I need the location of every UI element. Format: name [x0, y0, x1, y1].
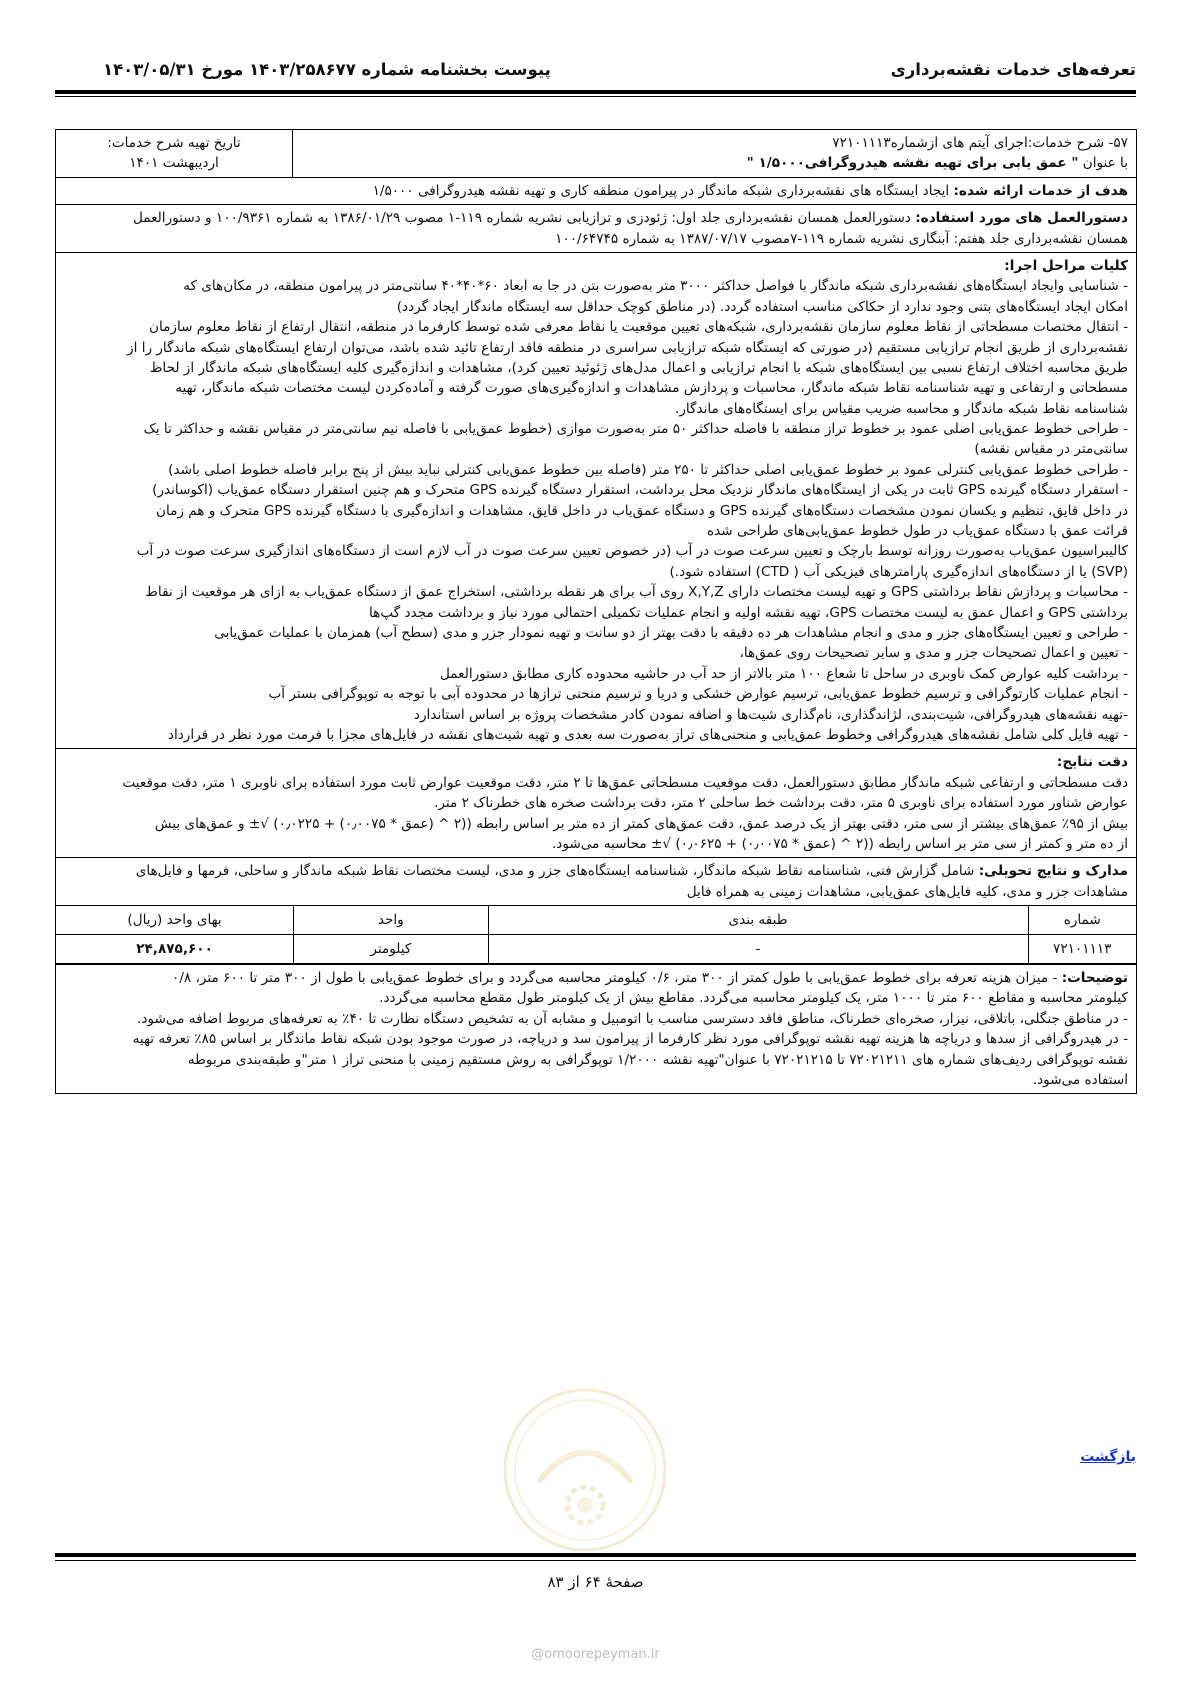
steps-line: طریق محاسبه اختلاف ارتفاع نسبی بین ایستگاه‌های شبکه با انجام ترازیابی و اعمال مدل‌های ژئوئید تعیین کرد)، مشاهدات و اندازه‌گیری کلیه ایستگاه‌های شبکه ماندگار از لحاظ: [149, 359, 1128, 376]
table-header-cell: شماره: [1028, 906, 1136, 935]
instructions-line: همسان نقشه‌برداری جلد هفتم: آبنگاری نشریه شماره ۱۱۹-۷مصوب ۱۳۸۷/۰۷/۱۷ به شماره ۱۰۰/۶۴۷۴۵: [555, 230, 1128, 247]
steps-line: - طراحی خطوط عمق‌یابی کنترلی عمود بر خطوط عمق‌یابی اصلی حداکثر تا ۲۵۰ متر (فاصله بین خطوط عمق‌یابی کنترلی نباید بیش از پنج برابر فاصله خطوط اصلی باشد): [168, 461, 1128, 478]
notes-line: - در مناطق جنگلی، باتلاقی، نیزار، صخره‌ای خطرناک، مناطق فاقد دسترسی مناسب با اتومبیل و مشابه آن به تشخیص دستگاه نظارت تا ۴۰٪ به تعرفه‌های مربوط اضافه می‌شود.: [137, 1010, 1128, 1027]
notes-line: - میزان هزینه تعرفه برای خطوط عمق‌یابی با طول کمتر از ۳۰۰ متر، ۰/۶ کیلومتر محاسبه می‌گردد و برای خطوط عمق‌یابی با طول از ۳۰۰ متر تا ۶۰۰ متر، ۰/۸: [172, 970, 1062, 987]
steps-line: - استقرار دستگاه گیرنده GPS ثابت در یکی از ایستگاه‌های ماندگار نزدیک محل برداشت، استقرار دستگاه گیرنده GPS متحرک و هم چنین استقرار دستگاه عمق‌یاب (اکوساندر): [152, 482, 1128, 499]
page-number: صفحهٔ ۶۴ از ۸۳: [547, 1573, 644, 1591]
steps-label: کلیات مراحل اجرا:: [1004, 257, 1128, 274]
date-label: تاریخ تهیه شرح خدمات:: [107, 135, 241, 151]
steps-line: - انجام عملیات کارتوگرافی و ترسیم خطوط عمق‌یابی، ترسیم عوارض خشکی و دریا و ترسیم منحنی ترازها در محدوده آبی با توجه به توپوگرافی بستر آب: [268, 686, 1128, 703]
steps-line: - انتقال مختصات مسطحاتی از نقاط معلوم سازمان نقشه‌برداری، شبکه‌های تعیین موقعیت یا نقاط معرفی شده توسط کارفرما در منطقه، انتقال ارتفاع از نقاط معلوم سازمان: [148, 319, 1128, 336]
page-header: [55, 52, 1136, 90]
accuracy-line: بیش از ۹۵٪ عمق‌های بیشتر از سی متر، دقتی بهتر از یک درصد عمق، دقت عمق‌های کمتر از ده متر بر اساس رابطه ((۲ ^ (عمق * ۰٫۰۰۷۵) + ۰٫۰۲۲۵) √± و عمق‌های بیش: [154, 815, 1128, 832]
table-row: [56, 935, 1136, 964]
accuracy-line: از ده متر و کمتر از سی متر بر اساس رابطه ((۲ ^ (عمق * ۰٫۰۰۷۵) + ۰٫۰۶۲۵) √± محاسبه می‌شود.: [551, 835, 1128, 852]
steps-line: برداشتی GPS و اعمال عمق به لیست مختصات GPS، تهیه نقشه اولیه و انجام عملیات تکمیلی احتمالی مورد نیاز و برداشت مجدد گپ‌ها: [369, 604, 1128, 621]
notes-label: توضیحات:: [1061, 970, 1128, 987]
goal-label: هدف از خدمات ارائه شده:: [953, 182, 1128, 199]
table-header-cell: واحد: [294, 906, 488, 935]
price-table: [56, 906, 1136, 964]
table-cell-unit: کیلومتر: [294, 935, 488, 964]
service-description: [292, 130, 1136, 177]
accuracy-line: دقت مسطحاتی و ارتفاعی شبکه ماندگار مطابق دستورالعمل، دقت موقعیت مسطحاتی عمق‌ها تا ۲ متر، دقت موقعیت عوارض ثابت مورد استفاده برای ناوبری ۱ متر، دقت موقعیت: [122, 774, 1128, 791]
notes-section: [56, 965, 1136, 1093]
accuracy-label: دقت نتایج:: [1056, 754, 1128, 771]
table-header-cell: طبقه بندی: [488, 906, 1028, 935]
notes-line: نقشه توپوگرافی ردیف‌های شماره های ۷۲۰۲۱۲۱۱ تا ۷۲۰۲۱۲۱۵ با عنوان"تهیه نقشه ۱/۲۰۰۰ توپوگرافی به روش مستقیم زمینی با منحنی تراز ۱ متر"و طبقه‌بندی مربوطه: [187, 1051, 1128, 1068]
deliverables-text: شامل گزارش فنی، شناسنامه نقاط شبکه ماندگار، شناسنامه ایستگاه‌های جزر و مدی، لیست مختصات نقاط شبکه ماندگار و ساحلی، فرمها و فایل‌های: [135, 863, 979, 880]
service-item-range: ۵۷- شرح خدمات:اجرای آیتم های ازشماره۷۲۱۰۱۱۱۳: [832, 135, 1128, 151]
back-link[interactable]: بازگشت: [1080, 1449, 1136, 1465]
table-header-row: [56, 906, 1136, 935]
table-cell-price: ۲۴,۸۷۵,۶۰۰: [56, 935, 294, 964]
instructions-label: دستورالعمل های مورد استفاده:: [915, 210, 1128, 227]
steps-line: - طراحی خطوط عمق‌یابی اصلی عمود بر خطوط تراز منطقه با فاصله حداکثر ۵۰ متر به‌صورت موازی (خطوط عمق‌یابی با فاصله نیم سانتی‌متر در مقیاس نقشه و حداکثر تا یک: [143, 421, 1128, 438]
notes-line: - در هیدروگرافی از سدها و دریاچه ها هزینه تهیه نقشه توپوگرافی مورد نظر کارفرما از پیرامون سد و دریاچه، در صورت موجود بودن شبکه نقاط ماندگار بر اساس ۸۵٪ تعرفه تهیه: [132, 1031, 1128, 1048]
omoorepeyman-seal-watermark: [500, 1385, 670, 1555]
instructions-section: [56, 205, 1136, 253]
accuracy-line: عوارض شناور مورد استفاده برای ناوبری ۵ متر، دقت برداشت خط ساحلی ۲ متر، دقت برداشت صخره های خطرناک ۲ متر.: [434, 795, 1128, 812]
deliverables-label: مدارک و نتایج تحویلی:: [978, 863, 1128, 880]
footer-rule-thick: [55, 1553, 1136, 1557]
table-header-cell: بهای واحد (ریال): [56, 906, 294, 935]
header-rule-thin: [55, 96, 1136, 97]
service-sheet: [55, 129, 1137, 1094]
steps-line: شناسنامه نقاط شبکه ماندگار و محاسبه ضریب مقیاس برای ایستگاه‌های ماندگار.: [675, 400, 1128, 417]
header-title: تعرفه‌های خدمات نقشه‌برداری: [890, 60, 1136, 79]
steps-line: نقشه‌برداری از طریق انجام ترازیابی مستقیم (در صورتی که ایستگاه شبکه ترازیابی سراسری در منطقه فاقد ارتفاع تائید شده باشد، می‌توان ارتفاع ایستگاه‌های شبکه ماندگار را از: [127, 339, 1128, 356]
steps-section: [56, 253, 1136, 749]
steps-line: کالیبراسیون عمق‌یاب به‌صورت روزانه توسط بارچک و تعیین سرعت صوت در آب (در خصوص تعیین سرعت صوت در آب لازم است از دستگاه‌های اندازگیری سرعت صوت در آب: [136, 543, 1128, 560]
watermark-site: @omoorepeyman.ir: [531, 1647, 660, 1662]
goal-text: ایجاد ایستگاه های نقشه‌برداری شبکه ماندگار در پیرامون منطقه کاری و تهیه نقشه هیدروگرافی ۱/۵۰۰۰: [372, 182, 954, 199]
price-table-wrap: [56, 906, 1136, 965]
steps-line: (SVP) یا از دستگاه‌های اندازه‌گیری پارامترهای فیزیکی آب ( CTD) استفاده شود.): [669, 563, 1128, 580]
service-title: با عنوان " عمق یابی برای تهیه نقشه هیدروگرافی۱/۵۰۰۰ ": [746, 155, 1128, 172]
header-circular-ref: پیوست بخشنامه شماره ۱۴۰۳/۲۵۸۶۷۷ مورخ ۱۴۰۳/۰۵/۳۱: [103, 60, 551, 79]
goal-section: [56, 178, 1136, 205]
steps-line: - برداشت کلیه عوارض کمک ناوبری در ساحل تا شعاع ۱۰۰ متر بالاتر از حد آب در حاشیه محدوده کاری مطابق دستورالعمل: [439, 665, 1128, 682]
steps-line: - تهیه فایل کلی شامل نقشه‌های هیدروگرافی وخطوط عمق‌یابی و منحنی‌های تراز به‌صورت سه بعدی و تهیه شیت‌های نقشه در فایل‌های مجزا با فرمت مورد نظر در قرارداد: [167, 726, 1128, 743]
steps-line: سانتی‌متر در مقیاس نقشه): [974, 441, 1128, 458]
steps-line: - طراحی و تعیین ایستگاه‌های جزر و مدی و انجام مشاهدات هر ده دقیقه با دقت بهتر از دو سانت و تهیه نمودار جزر و مدی (سطح آب) همزمان با عملیات عمق‌یابی: [214, 624, 1128, 641]
steps-line: در داخل قایق، تنظیم و یکسان نمودن مشخصات دستگاه‌های گیرنده GPS و دستگاه عمق‌یاب در داخل قایق، مشاهدات و اندازه‌گیری با دستگاه گیرنده GPS متحرک و هم زمان: [155, 502, 1128, 519]
header-rule-thick: [55, 90, 1136, 94]
table-cell-code: ۷۲۱۰۱۱۱۳: [1028, 935, 1136, 964]
steps-line: مسطحاتی و ارتفاعی و تهیه شناسنامه نقاط شبکه ماندگار، محاسبات و پردازش مشاهدات و اندازه‌گیری‌های صورت گرفته و آماده‌کردن لیست مختصات شبکه ماندگار، تهیه: [175, 380, 1128, 397]
service-date-cell: [56, 130, 292, 177]
steps-line: - شناسایی وایجاد ایستگاه‌های نقشه‌برداری شبکه ماندگار با فواصل حداکثر ۳۰۰۰ متر به‌صورت بتن در جا به ابعاد ۶۰*۴۰*۴۰ سانتی‌متر در پیرامون منطقه، در مکان‌های که: [183, 278, 1128, 295]
instructions-line: دستورالعمل همسان نقشه‌برداری جلد اول: ژئودزی و ترازیابی نشریه شماره ۱۱۹-۱ مصوب ۱۳۸۶/۰۱/۲۹ به شماره ۱۰۰/۹۳۶۱ و دستورالعمل: [132, 210, 916, 227]
deliverables-text: مشاهدات جزر و مدی، کلیه فایل‌های عمق‌یابی، مشاهدات زمینی به همراه فایل: [686, 883, 1128, 900]
notes-line: کیلومتر محاسبه و مقاطع ۶۰۰ متر تا ۱۰۰۰ متر، یک کیلومتر محاسبه می‌گردد. مقاطع بیش از یک کیلومتر طول مقطع محاسبه می‌گردد.: [379, 990, 1128, 1007]
footer-rule-thin: [55, 1560, 1136, 1561]
accuracy-section: [56, 749, 1136, 858]
steps-line: -تهیه نقشه‌های هیدروگرافی، شیت‌بندی، لژاندگذاری، نام‌گذاری شیت‌ها و اضافه نمودن کادر مشخصات پروژه بر اساس استاندارد: [413, 706, 1128, 723]
service-title-bold: " عمق یابی برای تهیه نقشه هیدروگرافی۱/۵۰۰۰ ": [746, 155, 1079, 172]
table-cell-class: -: [488, 935, 1028, 964]
steps-line: امکان ایجاد ایستگاه‌های بتنی وجود ندارد از حکاکی مناسب استفاده گردد. (در مناطق کوچک حداقل سه ایستگاه ماندگار ایجاد گردد): [396, 298, 1128, 315]
steps-line: - تعیین و اعمال تصحیحات جزر و مدی و سایر تصحیحات روی عمق‌ها،: [739, 645, 1128, 662]
notes-line: استفاده می‌شود.: [1032, 1072, 1128, 1089]
deliverables-section: [56, 858, 1136, 906]
service-title-row: [56, 130, 1136, 178]
steps-line: - محاسبات و پردازش نقاط برداشتی GPS و تهیه لیست مختصات دارای X,Y,Z روی آب برای هر نقطه برداشتی، استخراج عمق از دستگاه عمق‌یاب به ازای هر موقعیت از نقاط: [145, 584, 1128, 601]
steps-line: قرائت عمق با دستگاه عمق‌یاب در طول خطوط عمق‌یابی‌های طراحی شده: [707, 523, 1128, 540]
date-value: اردیبهشت ۱۴۰۱: [129, 155, 219, 172]
